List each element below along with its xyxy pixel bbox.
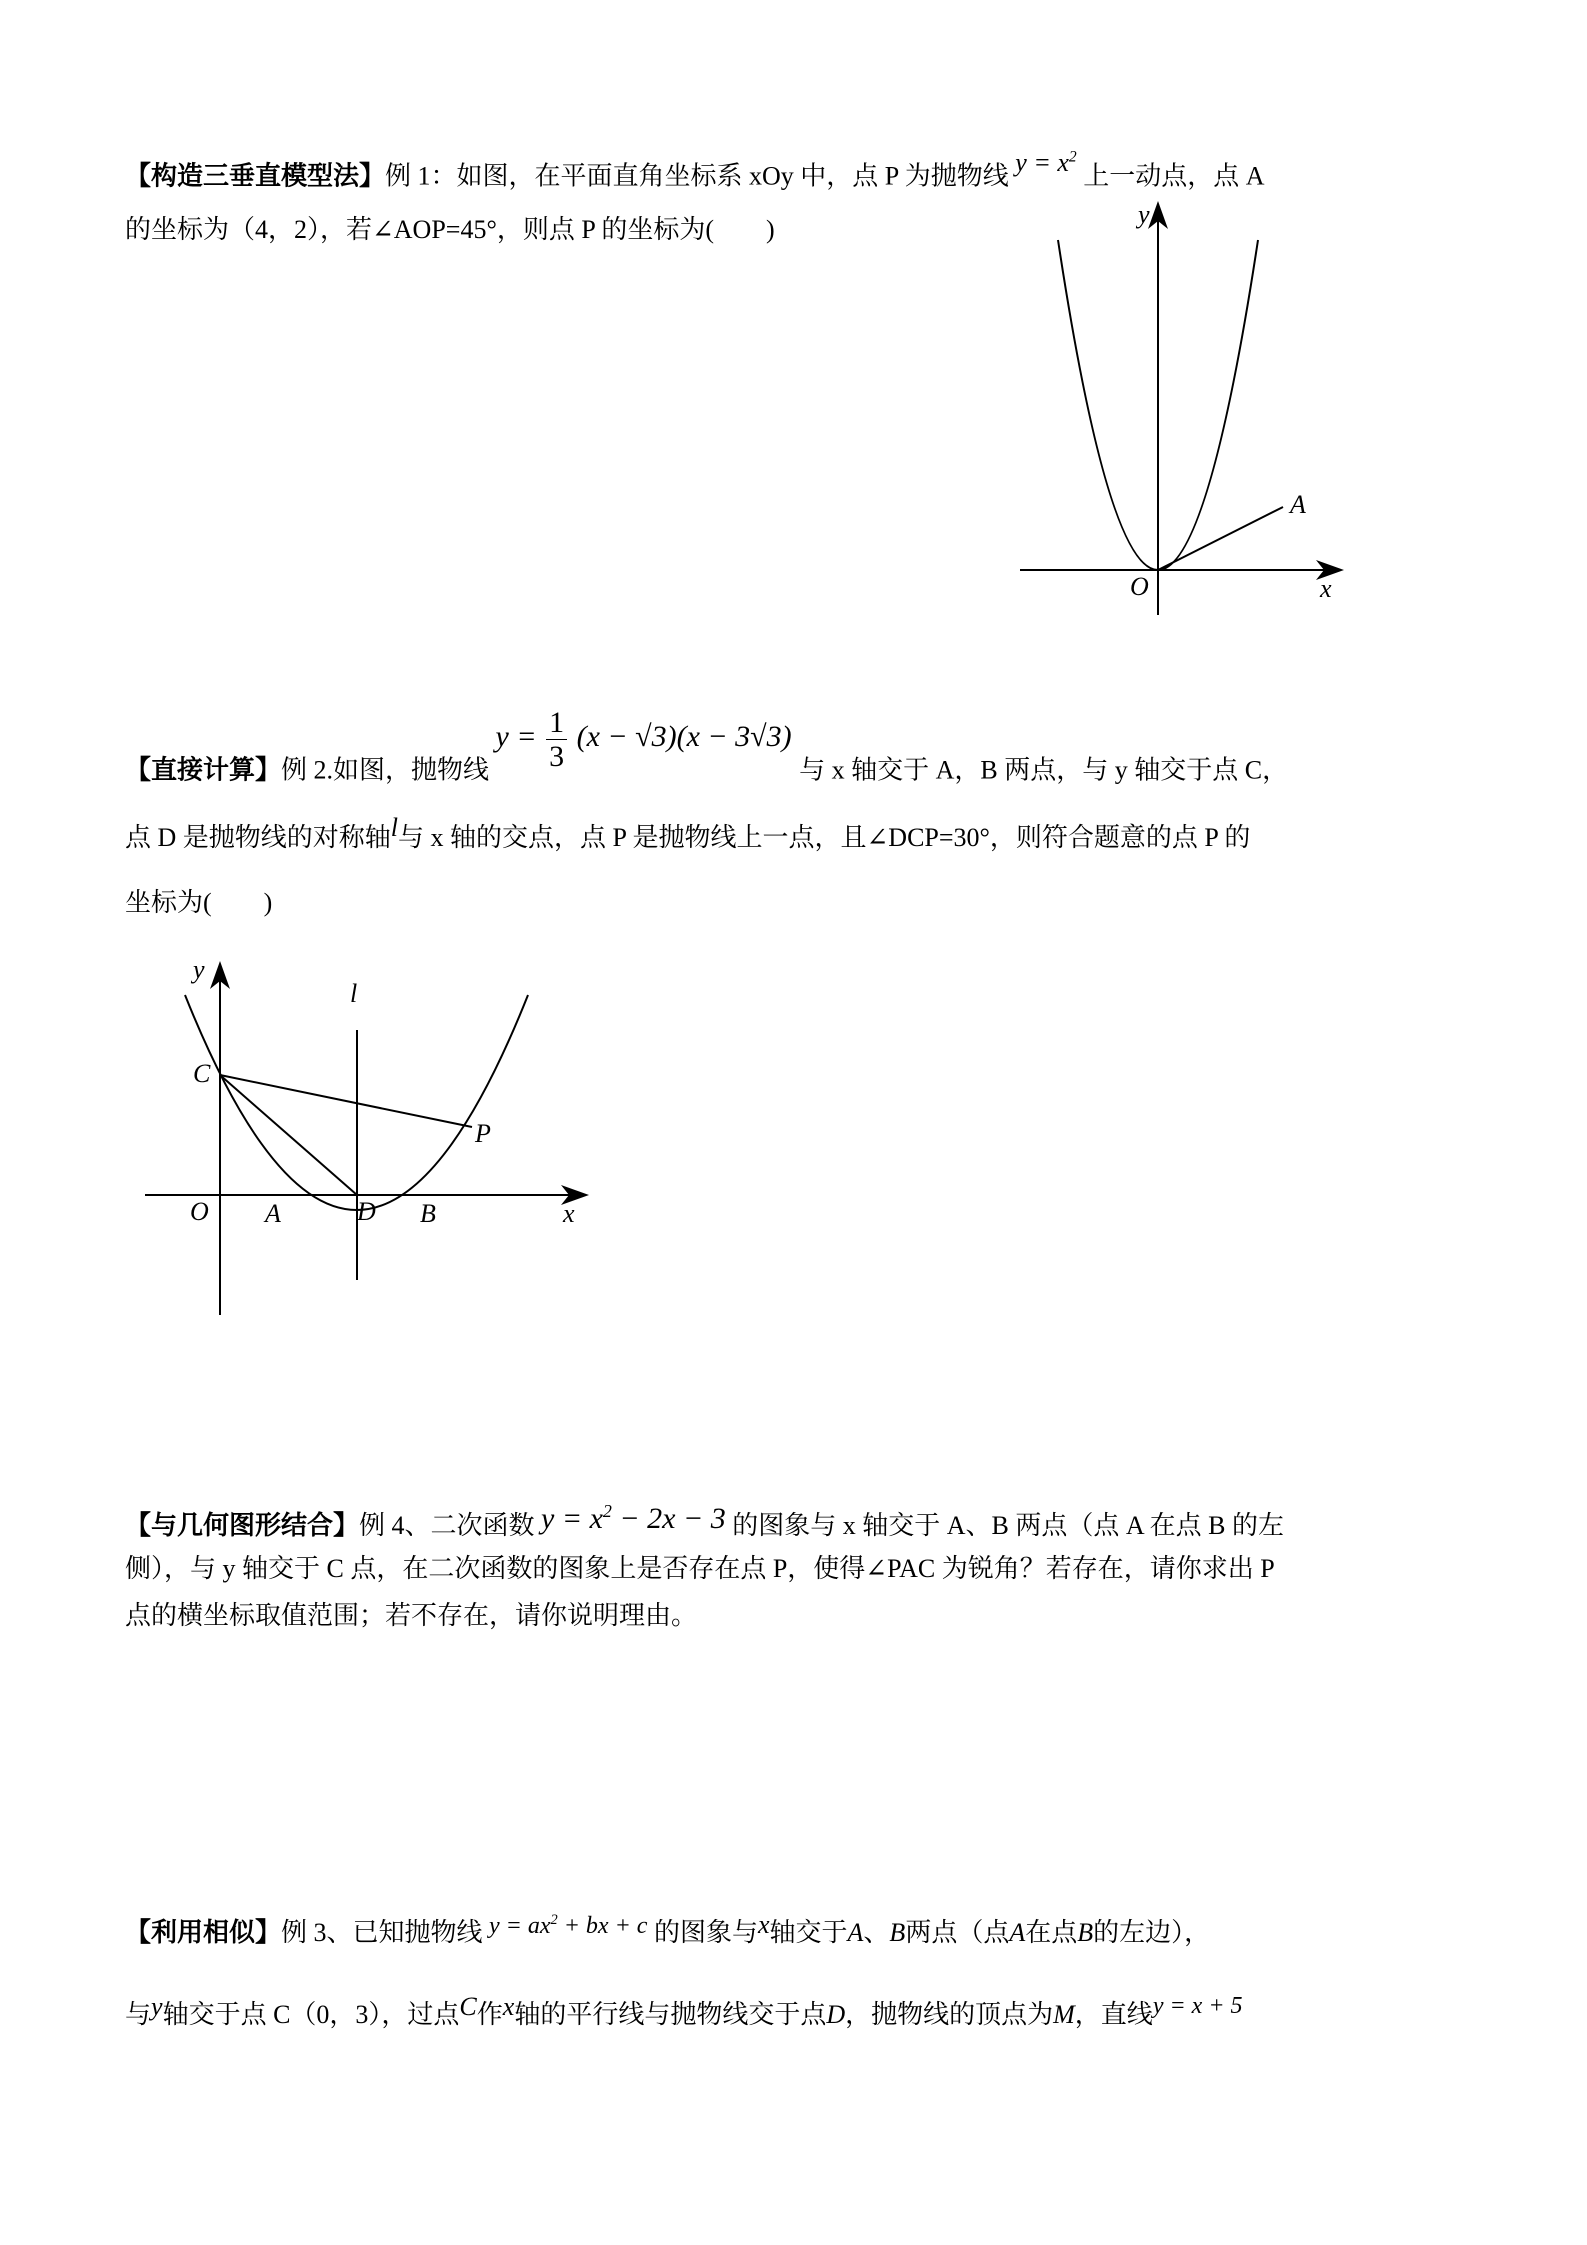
ex2-label-y: y — [193, 955, 205, 984]
ex1-line1 — [125, 147, 1265, 191]
ex2-label-o: O — [190, 1197, 209, 1226]
ex2-formula: y = $\frac{1}{3}$ (x − √3)(x − 3√3) — [495, 706, 792, 773]
ex1-label-a: A — [1290, 490, 1306, 519]
ex4-line2: 侧），与 y 轴交于 C 点，在二次函数的图象上是否存在点 P，使得∠PAC 为锐角？若存在，请你求出 P — [125, 1554, 1275, 1583]
ex2-label-x: x — [563, 1199, 575, 1228]
ex3-line1: 【利用相似】例 3、已知抛物线 $y = ax^2$ + bx + c 的图象与x轴交于A、B两点（点A在点B的左边）， — [125, 1910, 1211, 1947]
ex2-label-c: C — [193, 1059, 211, 1088]
ex2-text-a: 例 2.如图，抛物线 — [281, 755, 490, 785]
ex4-line3: 点的横坐标取值范围；若不存在，请你说明理由。 — [125, 1601, 698, 1630]
ex1-text-b: 上一动点，点 A — [1083, 161, 1265, 191]
ex4-text-b: 的图象与 x 轴交于 A、B 两点（点 A 在点 B 的左 — [732, 1511, 1285, 1540]
ex2-label-d: D — [357, 1197, 376, 1226]
ex2-line3: 坐标为( ) — [125, 888, 273, 917]
ex1-line2: 的坐标为（4，2），若∠AOP=45°，则点 P 的坐标为( ) — [125, 215, 775, 244]
ex1-label-o: O — [1130, 572, 1149, 601]
ex1-text-a: 例 1：如图，在平面直角坐标系 xOy 中，点 P 为抛物线 — [385, 161, 1009, 191]
ex1-label-y: y — [1138, 200, 1150, 229]
ex2-axis-l: l — [390, 813, 399, 842]
ex4-text-a: 例 4、二次函数 — [359, 1511, 535, 1540]
ex4-line1 — [125, 1501, 1285, 1540]
ex1-label-x: x — [1320, 574, 1332, 603]
ex2-line1 — [125, 706, 1289, 805]
ex3-tag: 【利用相似】 — [125, 1918, 282, 1947]
ex2-label-b: B — [420, 1199, 436, 1228]
ex3-formula: $y = ax^2$ + bx + c — [489, 1912, 648, 1939]
ex2-label-l: l — [350, 979, 358, 1008]
ex1-tag: 【构造三垂直模型法】 — [125, 161, 386, 191]
ex1-formula: $y = x^2$ — [1015, 147, 1077, 177]
ex2-figure — [135, 950, 605, 1320]
ex2-text-b: 与 x 轴交于 A，B 两点，与 y 轴交于点 C， — [799, 755, 1289, 785]
ex3-text-a: 例 3、已知抛物线 — [281, 1918, 483, 1947]
ex2-segment-cp — [220, 1075, 472, 1127]
ex3-line2: 与y轴交于点 C（0，3），过点C作x轴的平行线与抛物线交于点D，抛物线的顶点为M，直线y = x + 5 — [125, 1992, 1243, 2029]
ex2-label-p: P — [475, 1119, 491, 1148]
ex1-segment-oa — [1158, 507, 1283, 570]
ex4-formula: $y = x^2 - 2x - 3$ — [541, 1501, 726, 1535]
ex1-figure — [1000, 195, 1380, 615]
ex2-line2: 点 D 是抛物线的对称轴l与 x 轴的交点，点 P 是抛物线上一点，且∠DCP=30°，则符合题意的点 P 的 — [125, 813, 1251, 852]
ex4-tag: 【与几何图形结合】 — [125, 1511, 360, 1540]
ex2-label-a: A — [265, 1199, 281, 1228]
ex2-tag: 【直接计算】 — [125, 755, 282, 785]
